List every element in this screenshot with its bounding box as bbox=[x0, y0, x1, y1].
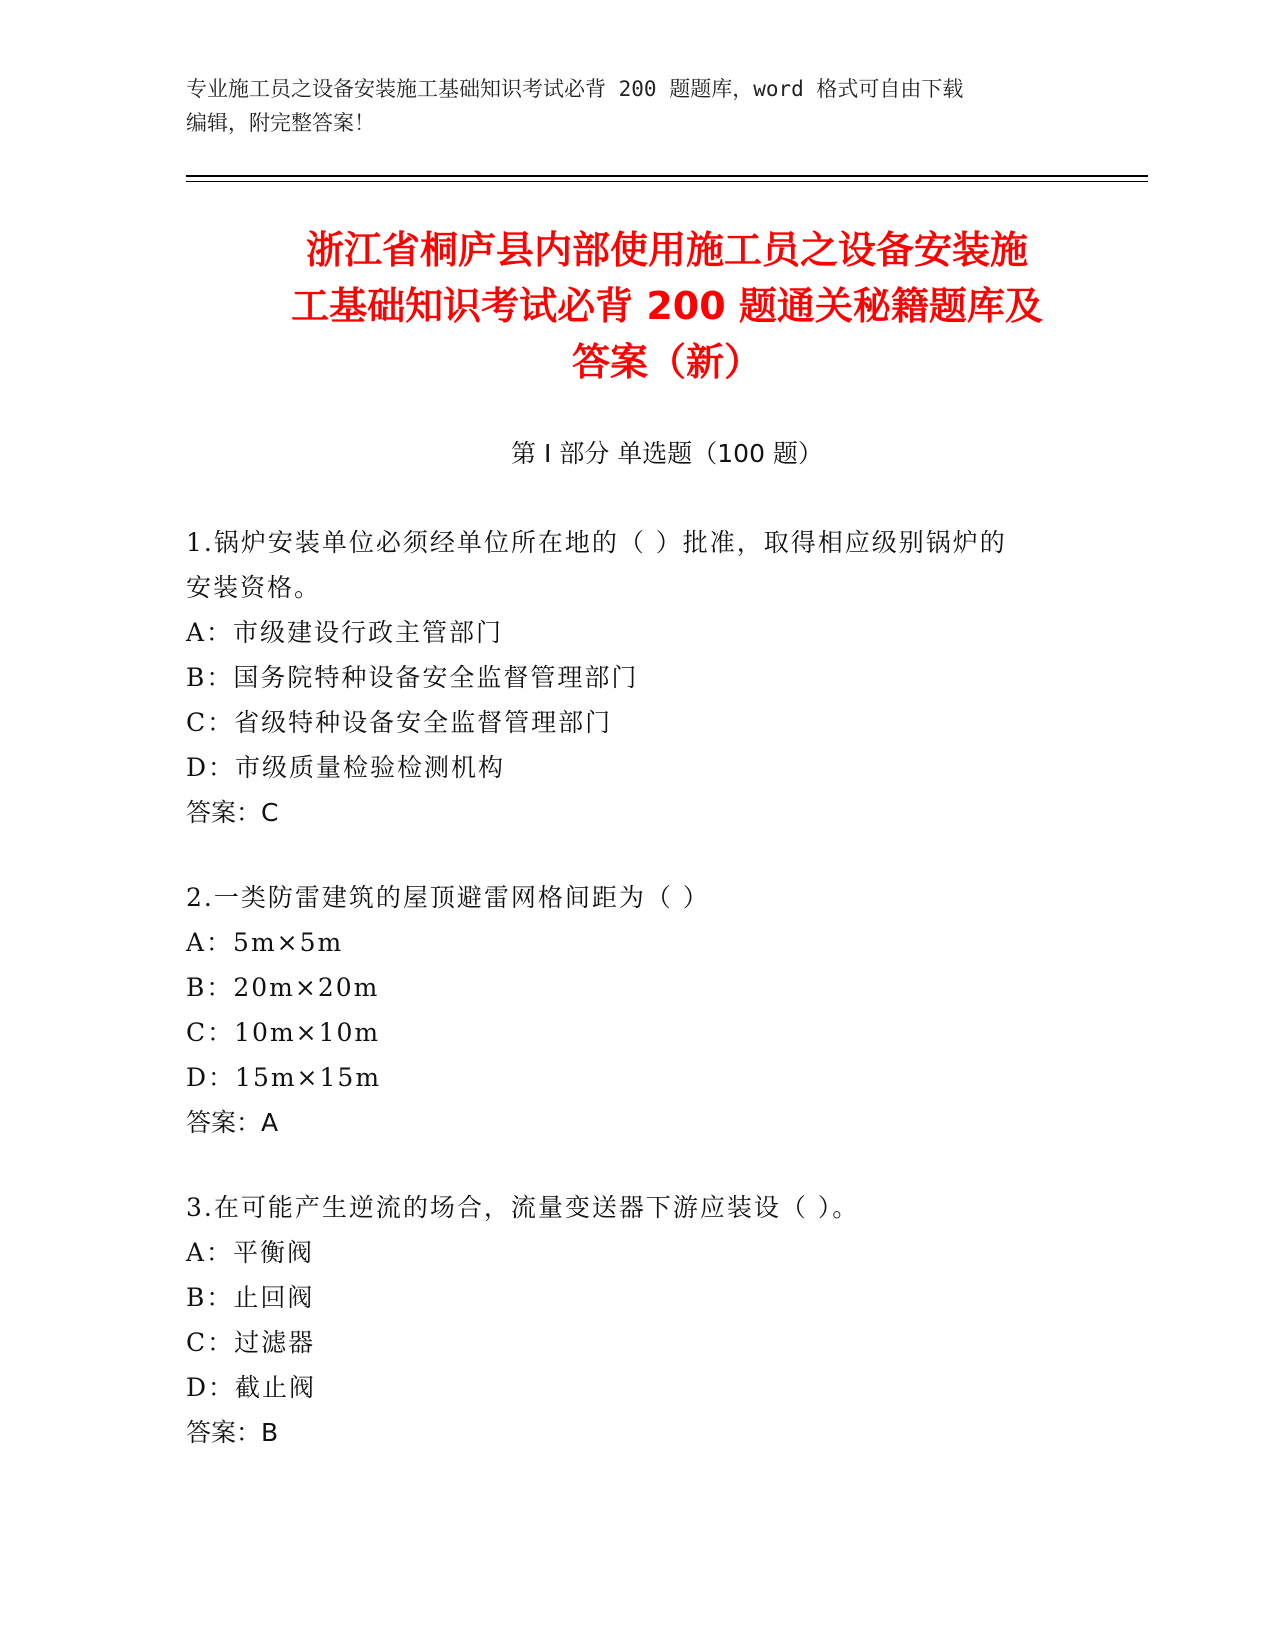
option-d: D：截止阀 bbox=[186, 1373, 317, 1402]
document-title-line-3: 答案（新） bbox=[571, 340, 762, 384]
question-stem: 3.在可能产生逆流的场合，流量变送器下游应装设（ ）。 bbox=[186, 1193, 860, 1222]
header-rule-thick bbox=[186, 175, 1148, 177]
header-rule-thin bbox=[186, 181, 1148, 182]
question-3 bbox=[186, 1185, 1086, 1455]
answer: 答案：A bbox=[186, 1108, 279, 1137]
document-title bbox=[186, 222, 1148, 390]
option-c: C：10m×10m bbox=[186, 1018, 381, 1047]
answer: 答案：B bbox=[186, 1418, 279, 1447]
question-stem: 2.一类防雷建筑的屋顶避雷网格间距为（ ） bbox=[186, 883, 710, 912]
option-b: B：止回阀 bbox=[186, 1283, 315, 1312]
header-note-line-1: 专业施工员之设备安装施工基础知识考试必背 200 题题库，word 格式可自由下载 bbox=[186, 77, 964, 101]
option-b: B：国务院特种设备安全监督管理部门 bbox=[186, 663, 639, 692]
option-a: A：平衡阀 bbox=[186, 1238, 315, 1267]
section-title: 第 I 部分 单选题（100 题） bbox=[511, 439, 823, 468]
option-d: D：市级质量检验检测机构 bbox=[186, 753, 506, 782]
option-a: A：5m×5m bbox=[186, 928, 344, 957]
header-note bbox=[186, 72, 1086, 140]
answer: 答案：C bbox=[186, 798, 279, 827]
option-d: D：15m×15m bbox=[186, 1063, 382, 1092]
document-title-line-1: 浙江省桐庐县内部使用施工员之设备安装施 bbox=[305, 228, 1028, 272]
option-c: C：省级特种设备安全监督管理部门 bbox=[186, 708, 613, 737]
header-note-line-2: 编辑，附完整答案！ bbox=[186, 111, 375, 135]
option-c: C：过滤器 bbox=[186, 1328, 316, 1357]
option-b: B：20m×20m bbox=[186, 973, 380, 1002]
question-stem: 1.锅炉安装单位必须经单位所在地的（ ）批准，取得相应级别锅炉的 bbox=[186, 528, 1007, 557]
question-1 bbox=[186, 520, 1086, 835]
document-title-line-2: 工基础知识考试必背 200 题通关秘籍题库及 bbox=[291, 284, 1043, 328]
option-a: A：市级建设行政主管部门 bbox=[186, 618, 504, 647]
question-list bbox=[186, 520, 1086, 1495]
question-2 bbox=[186, 875, 1086, 1145]
question-stem-continued: 安装资格。 bbox=[186, 573, 322, 602]
